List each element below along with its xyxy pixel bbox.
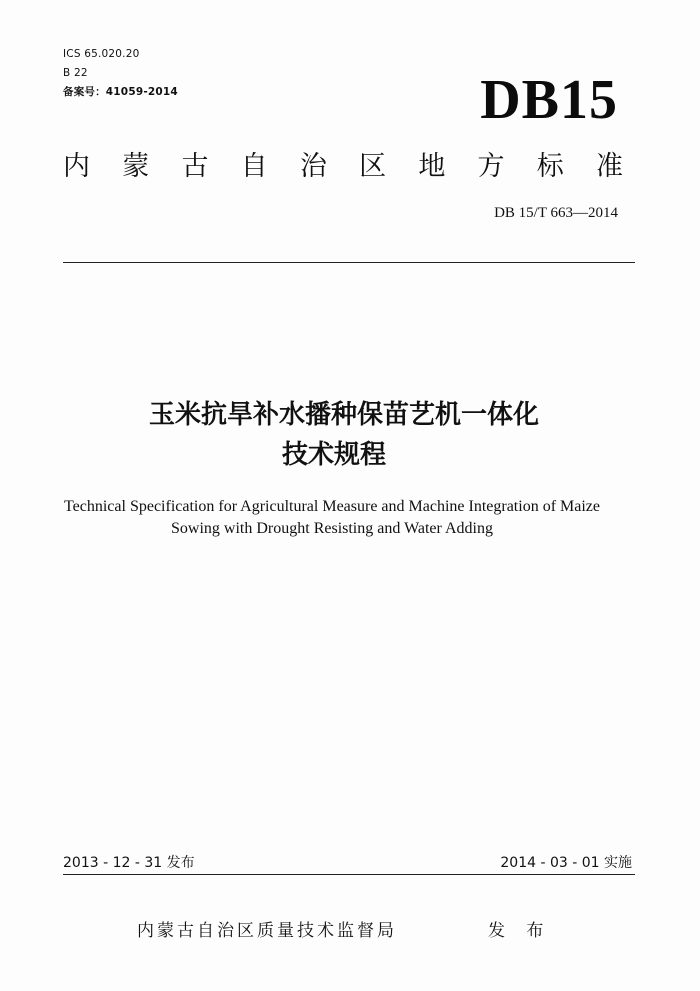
footer-divider <box>63 874 635 875</box>
standard-type-heading <box>63 150 623 184</box>
filing-number: 备案号：41059-2014 <box>63 86 178 98</box>
ics-code: ICS 65.020.20 <box>63 48 140 60</box>
standard-type-char: 蒙 <box>122 151 150 182</box>
issue-date: 2013 - 12 - 31 发布 <box>63 855 195 871</box>
title-en-line2: Sowing with Drought Resisting and Water Adding <box>171 520 493 537</box>
title-en-line1: Technical Specification for Agricultural Measure and Machine Integration of Maize <box>64 498 600 515</box>
classification-code: B 22 <box>63 67 88 79</box>
issuing-authority: 内蒙古自治区质量技术监督局 <box>137 921 397 941</box>
issue-label: 发 布 <box>488 921 552 941</box>
standard-number: DB 15/T 663—2014 <box>494 205 618 221</box>
standard-type-char: 地 <box>418 151 446 182</box>
header-divider <box>63 262 635 263</box>
db15-logo: DB15 <box>480 69 618 131</box>
standard-type-char: 治 <box>299 151 327 182</box>
standard-type-char: 古 <box>181 151 209 182</box>
standard-type-char: 标 <box>536 151 564 182</box>
title-cn-line2: 技术规程 <box>281 440 386 470</box>
standard-type-char: 准 <box>595 151 623 182</box>
implementation-date: 2014 - 03 - 01 实施 <box>500 855 632 871</box>
standard-type-char: 方 <box>477 151 505 182</box>
title-cn-line1: 玉米抗旱补水播种保苗艺机一体化 <box>148 400 539 430</box>
standard-type-char: 内 <box>63 151 90 182</box>
standard-type-char: 区 <box>359 151 387 182</box>
standard-type-char: 自 <box>240 151 268 182</box>
